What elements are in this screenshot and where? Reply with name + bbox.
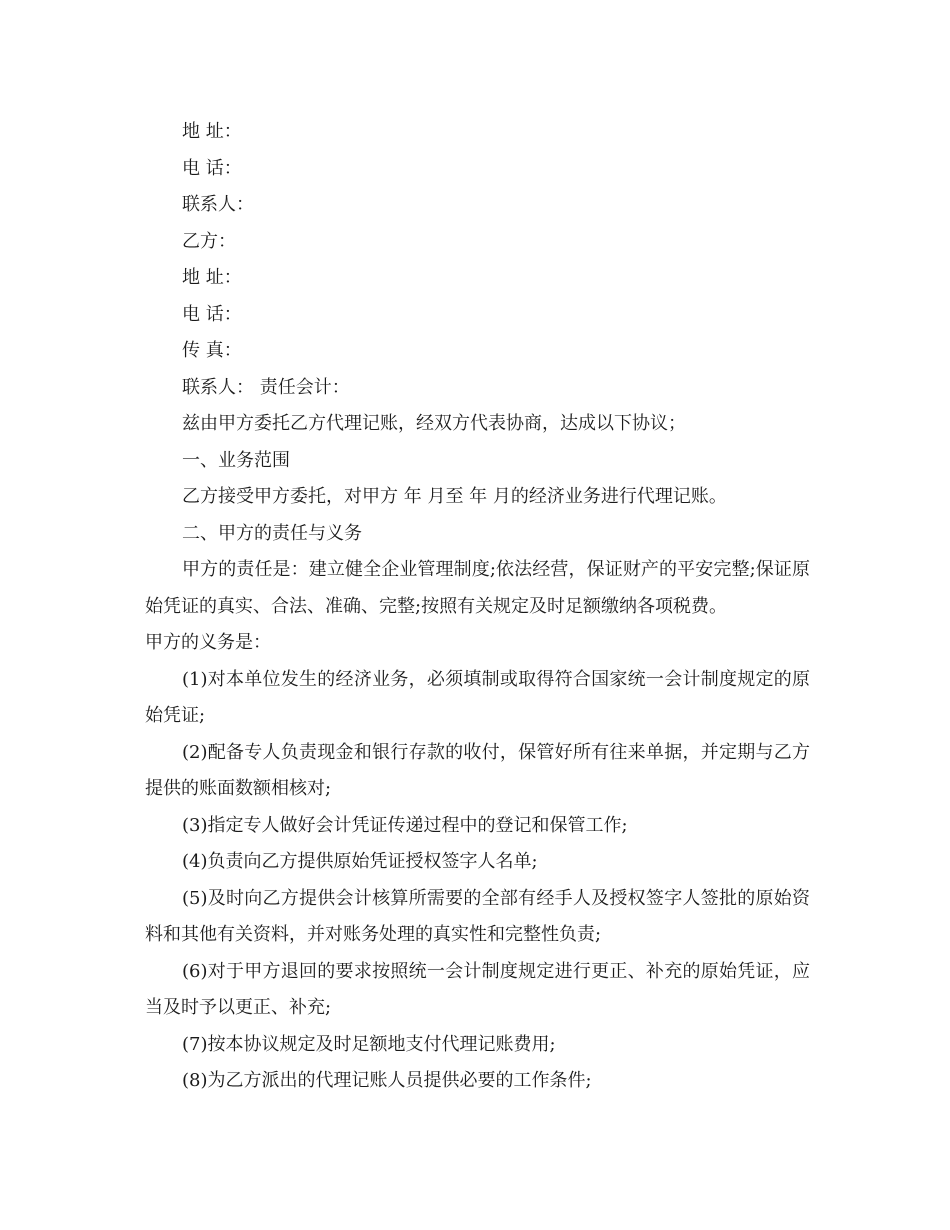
obligation-item-5: (5)及时向乙方提供会计核算所需要的全部有经手人及授权签字人签批的原始资料和其他有关资料，并对账务处理的真实性和完整性负责; [145,887,810,945]
scope-paragraph: 乙方接受甲方委托，对甲方 年 月至 年 月的经济业务进行代理记账。 [182,486,727,507]
party-a-responsibility-paragraph: 甲方的责任是：建立健全企业管理制度;依法经营，保证财产的平安完整;保证原始凭证的真实、合法、准确、完整;按照有关规定及时足额缴纳各项税费。 [145,559,810,617]
obligation-item-3: (3)指定专人做好会计凭证传递过程中的登记和保管工作; [182,814,628,836]
party-a-phone-line: 电 话： [182,157,242,179]
party-a-obligations-heading: 甲方的义务是： [145,632,271,653]
obligation-item-1: (1)对本单位发生的经济业务，必须填制或取得符合国家统一会计制度规定的原始凭证; [145,668,810,726]
party-b-line: 乙方： [182,230,236,252]
party-a-contact-line: 联系人： [182,194,254,215]
obligation-item-2: (2)配备专人负责现金和银行存款的收付，保管好所有往来单据，并定期与乙方提供的账面数额相核对; [145,741,810,799]
party-b-address-line: 地 址： [182,267,242,288]
section-heading-scope: 一、业务范围 [182,449,290,471]
obligation-item-6: (6)对于甲方退回的要求按照统一会计制度规定进行更正、补充的原始凭证，应当及时予以更正、补充; [145,960,810,1018]
party-b-fax-line: 传 真： [182,340,242,361]
obligation-item-7: (7)按本协议规定及时足额地支付代理记账费用; [182,1033,556,1055]
party-a-address-line: 地 址： [182,121,242,142]
obligation-item-8: (8)为乙方派出的代理记账人员提供必要的工作条件; [182,1070,592,1091]
obligation-item-4: (4)负责向乙方提供原始凭证授权签字人名单; [182,851,538,872]
party-b-contact-line: 联系人： 责任会计： [182,376,350,398]
document-body [145,114,810,1100]
party-b-phone-line: 电 话： [182,303,242,325]
section-heading-party-a: 二、甲方的责任与义务 [182,522,362,544]
preamble-paragraph: 兹由甲方委托乙方代理记账，经双方代表协商，达成以下协议； [182,413,686,434]
